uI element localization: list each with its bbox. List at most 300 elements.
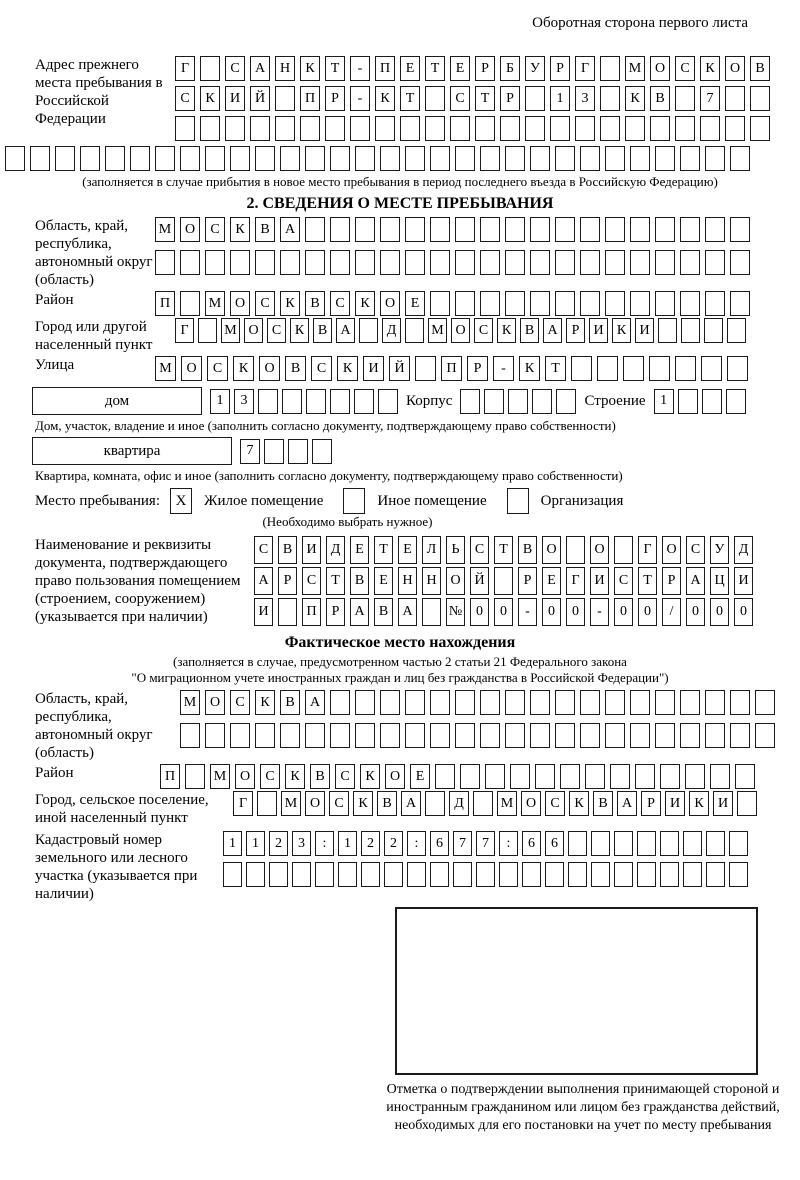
char-cell [555, 291, 575, 316]
char-cell [555, 690, 575, 715]
char-cell: Е [374, 567, 393, 595]
char-cell: Т [326, 567, 345, 595]
char-cell [750, 86, 770, 111]
char-cell [730, 250, 750, 275]
char-cell: М [210, 764, 230, 789]
char-cell: О [305, 791, 325, 816]
char-cell: Н [422, 567, 441, 595]
char-cell [175, 116, 195, 141]
actual-location-note-2: "О миграционном учете иностранных граждан и лиц без гражданства в Российской Федерации") [131, 670, 669, 685]
char-cell [729, 862, 748, 887]
char-cell: Г [566, 567, 585, 595]
char-cell: А [250, 56, 270, 81]
char-cell [425, 116, 445, 141]
char-cell [680, 690, 700, 715]
char-cell: Л [422, 536, 441, 564]
char-cell: К [233, 356, 254, 381]
char-cell: О [451, 318, 470, 343]
char-cell [180, 723, 200, 748]
char-cell: О [205, 690, 225, 715]
char-cell [706, 831, 725, 856]
char-cell: Д [326, 536, 345, 564]
char-cell [180, 250, 200, 275]
checkbox-organization-label: Организация [540, 493, 624, 509]
char-cell [730, 291, 750, 316]
char-cell [500, 116, 520, 141]
char-cell: О [725, 56, 745, 81]
char-cell [560, 764, 580, 789]
char-cell: 0 [470, 598, 489, 626]
char-cell: А [401, 791, 421, 816]
char-cell [605, 291, 625, 316]
char-cell [726, 389, 746, 414]
char-cell: Г [233, 791, 253, 816]
char-cell [330, 146, 350, 171]
stroenie-row [654, 389, 746, 414]
char-cell: О [380, 291, 400, 316]
char-cell [425, 791, 445, 816]
char-cell: К [200, 86, 220, 111]
char-cell [650, 116, 670, 141]
checkbox-other-premises [343, 488, 365, 514]
char-cell [701, 356, 722, 381]
region-row-2 [155, 250, 750, 275]
char-cell [405, 146, 425, 171]
char-cell: В [305, 291, 325, 316]
char-cell: О [244, 318, 263, 343]
char-cell: С [302, 567, 321, 595]
char-cell [455, 250, 475, 275]
char-cell: Т [325, 56, 345, 81]
char-cell [505, 146, 525, 171]
char-cell: К [375, 86, 395, 111]
char-cell: - [590, 598, 609, 626]
char-cell: 3 [234, 389, 254, 414]
char-cell: И [635, 318, 654, 343]
char-cell: Д [734, 536, 753, 564]
char-cell [680, 146, 700, 171]
actual-region-row-2 [180, 723, 775, 748]
char-cell: С [335, 764, 355, 789]
char-cell: С [267, 318, 286, 343]
char-cell [660, 831, 679, 856]
char-cell: К [360, 764, 380, 789]
prev-address-row-1 [175, 56, 770, 81]
stay-type-block [35, 488, 790, 514]
char-cell [630, 250, 650, 275]
char-cell [430, 217, 450, 242]
char-cell [704, 318, 723, 343]
char-cell: Ц [710, 567, 729, 595]
char-cell [737, 791, 757, 816]
char-cell: 2 [269, 831, 288, 856]
char-cell [198, 318, 217, 343]
char-cell: 6 [545, 831, 564, 856]
char-cell [535, 764, 555, 789]
char-cell: О [385, 764, 405, 789]
char-cell [305, 217, 325, 242]
char-cell [485, 764, 505, 789]
char-cell [350, 116, 370, 141]
actual-region-row-1 [180, 690, 775, 715]
char-cell [300, 116, 320, 141]
char-cell [355, 146, 375, 171]
char-cell [568, 831, 587, 856]
char-cell: Ь [446, 536, 465, 564]
char-cell [522, 862, 541, 887]
char-cell [591, 862, 610, 887]
char-cell: С [545, 791, 565, 816]
char-cell: Р [550, 56, 570, 81]
char-cell: У [525, 56, 545, 81]
char-cell [675, 86, 695, 111]
char-cell [614, 536, 633, 564]
char-cell [580, 690, 600, 715]
confirmation-mark-box [395, 907, 758, 1075]
region-label: Область, край, республика, автономный округ (область) [35, 218, 153, 288]
char-cell [405, 250, 425, 275]
char-cell [255, 723, 275, 748]
char-cell [223, 862, 242, 887]
char-cell: / [662, 598, 681, 626]
char-cell: № [446, 598, 465, 626]
char-cell [430, 690, 450, 715]
char-cell [630, 146, 650, 171]
char-cell: С [230, 690, 250, 715]
char-cell [605, 723, 625, 748]
char-cell [680, 250, 700, 275]
city-label: Город или другой населенный пункт [35, 319, 153, 353]
char-cell: М [428, 318, 447, 343]
char-cell [568, 862, 587, 887]
char-cell: Д [382, 318, 401, 343]
char-cell: 7 [700, 86, 720, 111]
char-cell: М [205, 291, 225, 316]
char-cell: Е [350, 536, 369, 564]
char-cell: - [350, 56, 370, 81]
char-cell: 6 [430, 831, 449, 856]
char-cell: А [305, 690, 325, 715]
char-cell [480, 250, 500, 275]
cadastral-block [35, 831, 790, 903]
char-cell [566, 536, 585, 564]
char-cell [384, 862, 403, 887]
char-cell [455, 723, 475, 748]
char-cell: А [350, 598, 369, 626]
char-cell [525, 86, 545, 111]
checkbox-residential-label: Жилое помещение [204, 493, 324, 509]
char-cell: 7 [476, 831, 495, 856]
form-content [0, 56, 800, 1135]
char-cell: Г [638, 536, 657, 564]
char-cell [306, 389, 326, 414]
char-cell: А [254, 567, 273, 595]
stay-type-note: (Необходимо выбрать нужное) [262, 514, 433, 529]
char-cell: 2 [384, 831, 403, 856]
char-cell: И [589, 318, 608, 343]
char-cell: 2 [361, 831, 380, 856]
korpus-row [460, 389, 576, 414]
char-cell [658, 318, 677, 343]
char-cell [530, 690, 550, 715]
actual-region-label: Область, край, республика, автономный округ (область) [35, 691, 153, 761]
char-cell [705, 217, 725, 242]
char-cell [730, 146, 750, 171]
char-cell [450, 116, 470, 141]
char-cell [600, 86, 620, 111]
char-cell [623, 356, 644, 381]
actual-location-title: Фактическое место нахождения [284, 634, 516, 651]
char-cell: Р [475, 56, 495, 81]
char-cell [580, 250, 600, 275]
char-cell [361, 862, 380, 887]
char-cell [338, 862, 357, 887]
prev-address-row-4 [5, 146, 790, 171]
char-cell: Г [175, 56, 195, 81]
char-cell [246, 862, 265, 887]
char-cell: - [493, 356, 514, 381]
char-cell [510, 764, 530, 789]
char-cell [530, 291, 550, 316]
char-cell [630, 690, 650, 715]
char-cell: А [686, 567, 705, 595]
char-cell: С [311, 356, 332, 381]
char-cell: Р [500, 86, 520, 111]
char-cell: С [255, 291, 275, 316]
char-cell: О [590, 536, 609, 564]
char-cell [378, 389, 398, 414]
char-cell: О [180, 217, 200, 242]
char-cell [660, 862, 679, 887]
char-cell: И [225, 86, 245, 111]
char-cell: 0 [566, 598, 585, 626]
district-label: Район [35, 292, 74, 308]
char-cell [380, 690, 400, 715]
char-cell [505, 250, 525, 275]
document-row-3 [254, 598, 753, 626]
char-cell: Р [662, 567, 681, 595]
char-cell [680, 291, 700, 316]
char-cell: 1 [550, 86, 570, 111]
char-cell [700, 116, 720, 141]
char-cell: П [302, 598, 321, 626]
char-cell [258, 389, 278, 414]
char-cell [292, 862, 311, 887]
char-cell [735, 764, 755, 789]
city-block [35, 318, 790, 354]
cadastral-label: Кадастровый номер земельного или лесного участка (указывается при наличии) [35, 832, 198, 902]
char-cell [5, 146, 25, 171]
char-cell [530, 146, 550, 171]
char-cell: К [290, 318, 309, 343]
char-cell: - [350, 86, 370, 111]
korpus-label: Корпус [406, 393, 453, 409]
char-cell: Р [325, 86, 345, 111]
char-cell [455, 217, 475, 242]
char-cell [155, 146, 175, 171]
char-cell: М [497, 791, 517, 816]
char-cell [600, 116, 620, 141]
char-cell: Р [467, 356, 488, 381]
char-cell [630, 291, 650, 316]
char-cell: В [313, 318, 332, 343]
char-cell: П [155, 291, 175, 316]
char-cell [435, 764, 455, 789]
char-cell [155, 250, 175, 275]
char-cell: Т [374, 536, 393, 564]
char-cell [269, 862, 288, 887]
char-cell [80, 146, 100, 171]
char-cell [630, 723, 650, 748]
actual-city-row [233, 791, 757, 816]
char-cell: Е [400, 56, 420, 81]
document-row-1 [254, 536, 753, 564]
region-row-1 [155, 217, 750, 242]
char-cell [430, 250, 450, 275]
char-cell: 3 [292, 831, 311, 856]
char-cell [278, 598, 297, 626]
char-cell: Т [494, 536, 513, 564]
char-cell [605, 690, 625, 715]
char-cell [635, 764, 655, 789]
char-cell [455, 291, 475, 316]
char-cell: К [353, 791, 373, 816]
char-cell [532, 389, 552, 414]
char-cell [230, 250, 250, 275]
char-cell [681, 318, 700, 343]
char-cell [305, 250, 325, 275]
char-cell [637, 831, 656, 856]
char-cell: : [407, 831, 426, 856]
char-cell [380, 217, 400, 242]
char-cell [637, 862, 656, 887]
char-cell [312, 439, 332, 464]
char-cell [473, 791, 493, 816]
char-cell [505, 723, 525, 748]
char-cell: Е [398, 536, 417, 564]
section-2-title: 2. СВЕДЕНИЯ О МЕСТЕ ПРЕБЫВАНИЯ [246, 195, 554, 212]
char-cell: О [521, 791, 541, 816]
char-cell: 0 [542, 598, 561, 626]
char-cell [30, 146, 50, 171]
char-cell [683, 862, 702, 887]
char-cell [705, 250, 725, 275]
region-block [35, 217, 790, 289]
char-cell [655, 146, 675, 171]
char-cell: Й [250, 86, 270, 111]
char-cell: 1 [246, 831, 265, 856]
char-cell: Т [545, 356, 566, 381]
char-cell [730, 723, 750, 748]
char-cell [678, 389, 698, 414]
checkbox-organization [507, 488, 529, 514]
char-cell [205, 723, 225, 748]
char-cell [264, 439, 284, 464]
char-cell [455, 146, 475, 171]
char-cell: 1 [223, 831, 242, 856]
char-cell [255, 146, 275, 171]
prev-address-note: (заполняется в случае прибытия в новое место пребывания в период последнего въезда в Российскую Федерацию) [82, 174, 718, 189]
char-cell [460, 764, 480, 789]
char-cell [555, 146, 575, 171]
char-cell [505, 217, 525, 242]
char-cell [355, 690, 375, 715]
char-cell [655, 217, 675, 242]
char-cell [325, 116, 345, 141]
char-cell [591, 831, 610, 856]
char-cell: В [285, 356, 306, 381]
char-cell: И [734, 567, 753, 595]
apartment-note: Квартира, комната, офис и иное (заполнить согласно документу, подтверждающему право собственности) [35, 468, 623, 483]
char-cell [660, 764, 680, 789]
char-cell [355, 217, 375, 242]
char-cell [453, 862, 472, 887]
char-cell: В [280, 690, 300, 715]
char-cell [230, 723, 250, 748]
char-cell [425, 86, 445, 111]
document-row-2 [254, 567, 753, 595]
actual-region-rows [180, 690, 775, 748]
actual-region-block [35, 690, 790, 762]
char-cell: А [543, 318, 562, 343]
actual-location-note-1: (заполняется в случае, предусмотренном частью 2 статьи 21 Федерального закона [173, 654, 627, 669]
char-cell: Й [470, 567, 489, 595]
char-cell [305, 723, 325, 748]
char-cell: О [542, 536, 561, 564]
char-cell: - [518, 598, 537, 626]
house-named-box: дом [32, 387, 202, 415]
char-cell: С [254, 536, 273, 564]
char-cell: С [686, 536, 705, 564]
char-cell [280, 250, 300, 275]
char-cell [354, 389, 374, 414]
char-cell: В [310, 764, 330, 789]
city-row [175, 318, 746, 343]
char-cell [280, 723, 300, 748]
char-cell [359, 318, 378, 343]
char-cell [683, 831, 702, 856]
char-cell: И [590, 567, 609, 595]
char-cell: К [230, 217, 250, 242]
apartment-named-box: квартира [32, 437, 232, 465]
char-cell: Р [566, 318, 585, 343]
house-note: Дом, участок, владение и иное (заполнить согласно документу, подтверждающему право собственности) [35, 418, 616, 433]
char-cell: С [675, 56, 695, 81]
char-cell: Т [475, 86, 495, 111]
char-cell [605, 146, 625, 171]
char-cell: В [350, 567, 369, 595]
char-cell: И [665, 791, 685, 816]
char-cell [530, 250, 550, 275]
char-cell [575, 116, 595, 141]
char-cell: 7 [240, 439, 260, 464]
district-block [35, 291, 790, 316]
char-cell [580, 723, 600, 748]
char-cell: И [254, 598, 273, 626]
char-cell: О [662, 536, 681, 564]
char-cell [430, 291, 450, 316]
char-cell [480, 146, 500, 171]
char-cell: К [300, 56, 320, 81]
char-cell [680, 217, 700, 242]
char-cell [680, 723, 700, 748]
char-cell [315, 862, 334, 887]
apartment-number-row [240, 439, 332, 464]
char-cell [130, 146, 150, 171]
char-cell [605, 250, 625, 275]
char-cell [476, 862, 495, 887]
char-cell [675, 356, 696, 381]
